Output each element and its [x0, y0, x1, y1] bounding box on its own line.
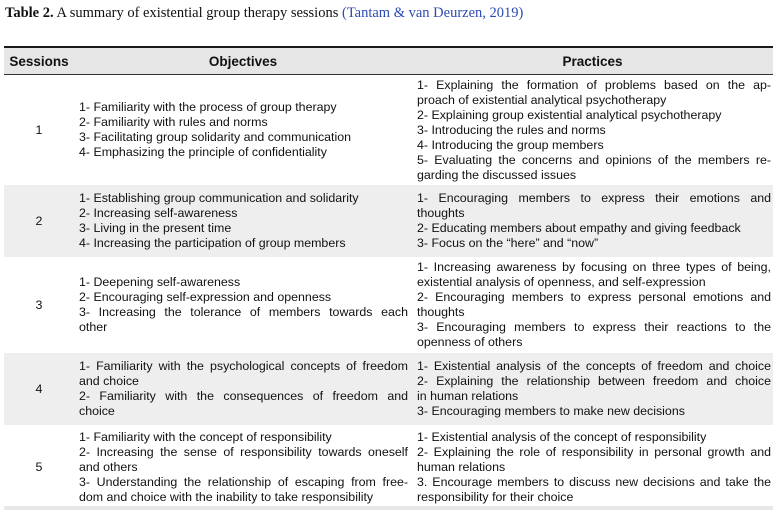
objectives-cell [74, 191, 412, 251]
practice-line: thoughts [417, 206, 465, 220]
objective-line: 2- Familiarity with rules and norms [79, 115, 268, 129]
practice-line: 5- Evaluating the concerns and opinions of the members re- [417, 152, 771, 167]
practice-line: 1- Explaining the formation of problems based on the ap- [417, 77, 771, 92]
practices-cell [412, 430, 773, 505]
session-number: 5 [35, 459, 43, 474]
practice-line: existential analysis of openness, and self-expression [417, 275, 706, 289]
session-number: 2 [35, 213, 43, 228]
practices-cell [412, 191, 773, 251]
objective-line: 2- Encouraging self-expression and openness [79, 290, 332, 304]
practice-line: 2- Explaining group existential analytical psychotherapy [417, 107, 722, 122]
practice-line: 2- Explaining the relationship between freedom and choice [417, 374, 771, 388]
objectives-cell [74, 430, 412, 505]
practices-cell [412, 78, 773, 183]
practice-line: garding the discussed issues [417, 167, 577, 182]
practice-line: 3- Encouraging members to make new decisions [417, 404, 685, 418]
objective-line: 3- Increasing the tolerance of members towards each [79, 305, 408, 319]
objectives-cell [74, 275, 412, 335]
objective-line: 1- Familiarity with the concept of responsibility [79, 429, 332, 444]
table-header-row [4, 48, 773, 75]
header-sessions: Sessions [9, 53, 69, 69]
objectives-cell [74, 100, 412, 160]
table-row [4, 75, 773, 185]
practice-line: responsibility for their choice [417, 489, 574, 504]
practice-line: thoughts [417, 305, 465, 319]
practice-line: 2- Explaining the role of responsibility in personal growth and [417, 444, 771, 459]
header-objectives: Objectives [208, 53, 278, 69]
table-row [4, 353, 773, 425]
table-row [4, 425, 773, 509]
practices-cell [412, 359, 773, 419]
practice-line: 1- Encouraging members to express their emotions and [417, 191, 771, 205]
objective-line: and choice [79, 374, 139, 388]
practice-line: 1- Existential analysis of the concept of responsibility [417, 429, 707, 444]
session-number: 4 [35, 381, 43, 396]
objective-line: choice [79, 404, 115, 418]
objectives-cell [74, 359, 412, 419]
practice-line: 3. Encourage members to discuss new decisions and take the [417, 474, 771, 489]
session-number: 1 [35, 122, 43, 137]
objective-line: 2- Increasing self-awareness [79, 206, 238, 220]
table-caption [5, 5, 523, 22]
citation-link[interactable]: (Tantam & van Deurzen, 2019) [341, 5, 524, 21]
objective-line: 3- Understanding the relationship of escaping from free- [79, 474, 408, 489]
practice-line: 2- Educating members about empathy and giving feedback [417, 221, 741, 235]
objective-line: 4- Increasing the participation of group members [79, 236, 346, 250]
practice-line: 1- Increasing awareness by focusing on three types of being, [417, 260, 771, 274]
objective-line: dom and choice with the inability to take responsibility [79, 489, 374, 504]
practice-line: openness of others [417, 335, 523, 349]
objective-line: other [79, 320, 108, 334]
practice-line: 4- Introducing the group members [417, 137, 604, 152]
objective-line: 1- Deepening self-awareness [79, 275, 241, 289]
caption-text: A summary of existential group therapy sessions [53, 5, 342, 21]
practice-line: 3- Introducing the rules and norms [417, 122, 606, 137]
table-bottom-band [4, 506, 773, 510]
practice-line: human relations [417, 459, 506, 474]
objective-line: 2- Increasing the sense of responsibility towards oneself [79, 444, 408, 459]
objective-line: and others [79, 459, 138, 474]
table-label: Table 2. [5, 5, 54, 21]
practice-line: 3- Focus on the “here” and “now” [417, 236, 599, 250]
objective-line: 4- Emphasizing the principle of confidentiality [79, 145, 327, 159]
practice-line: 1- Existential analysis of the concepts of freedom and choice [417, 359, 771, 373]
practice-line: in human relations [417, 389, 519, 403]
objective-line: 3- Living in the present time [79, 221, 232, 235]
header-practices: Practices [562, 53, 623, 69]
session-number: 3 [35, 297, 43, 312]
practices-cell [412, 260, 773, 350]
objective-line: 3- Facilitating group solidarity and communication [79, 130, 352, 144]
table-row [4, 257, 773, 353]
table-row [4, 185, 773, 257]
practice-line: 3- Encouraging members to express their reactions to the [417, 320, 771, 334]
practice-line: 2- Encouraging members to express personal emotions and [417, 290, 771, 304]
practice-line: proach of existential analytical psychotherapy [417, 92, 667, 107]
objective-line: 1- Familiarity with the psychological concepts of freedom [79, 359, 408, 373]
objective-line: 2- Familiarity with the consequences of freedom and [79, 389, 408, 403]
objective-line: 1- Establishing group communication and solidarity [79, 191, 359, 205]
sessions-table [4, 46, 773, 509]
objective-line: 1- Familiarity with the process of group therapy [79, 100, 337, 114]
